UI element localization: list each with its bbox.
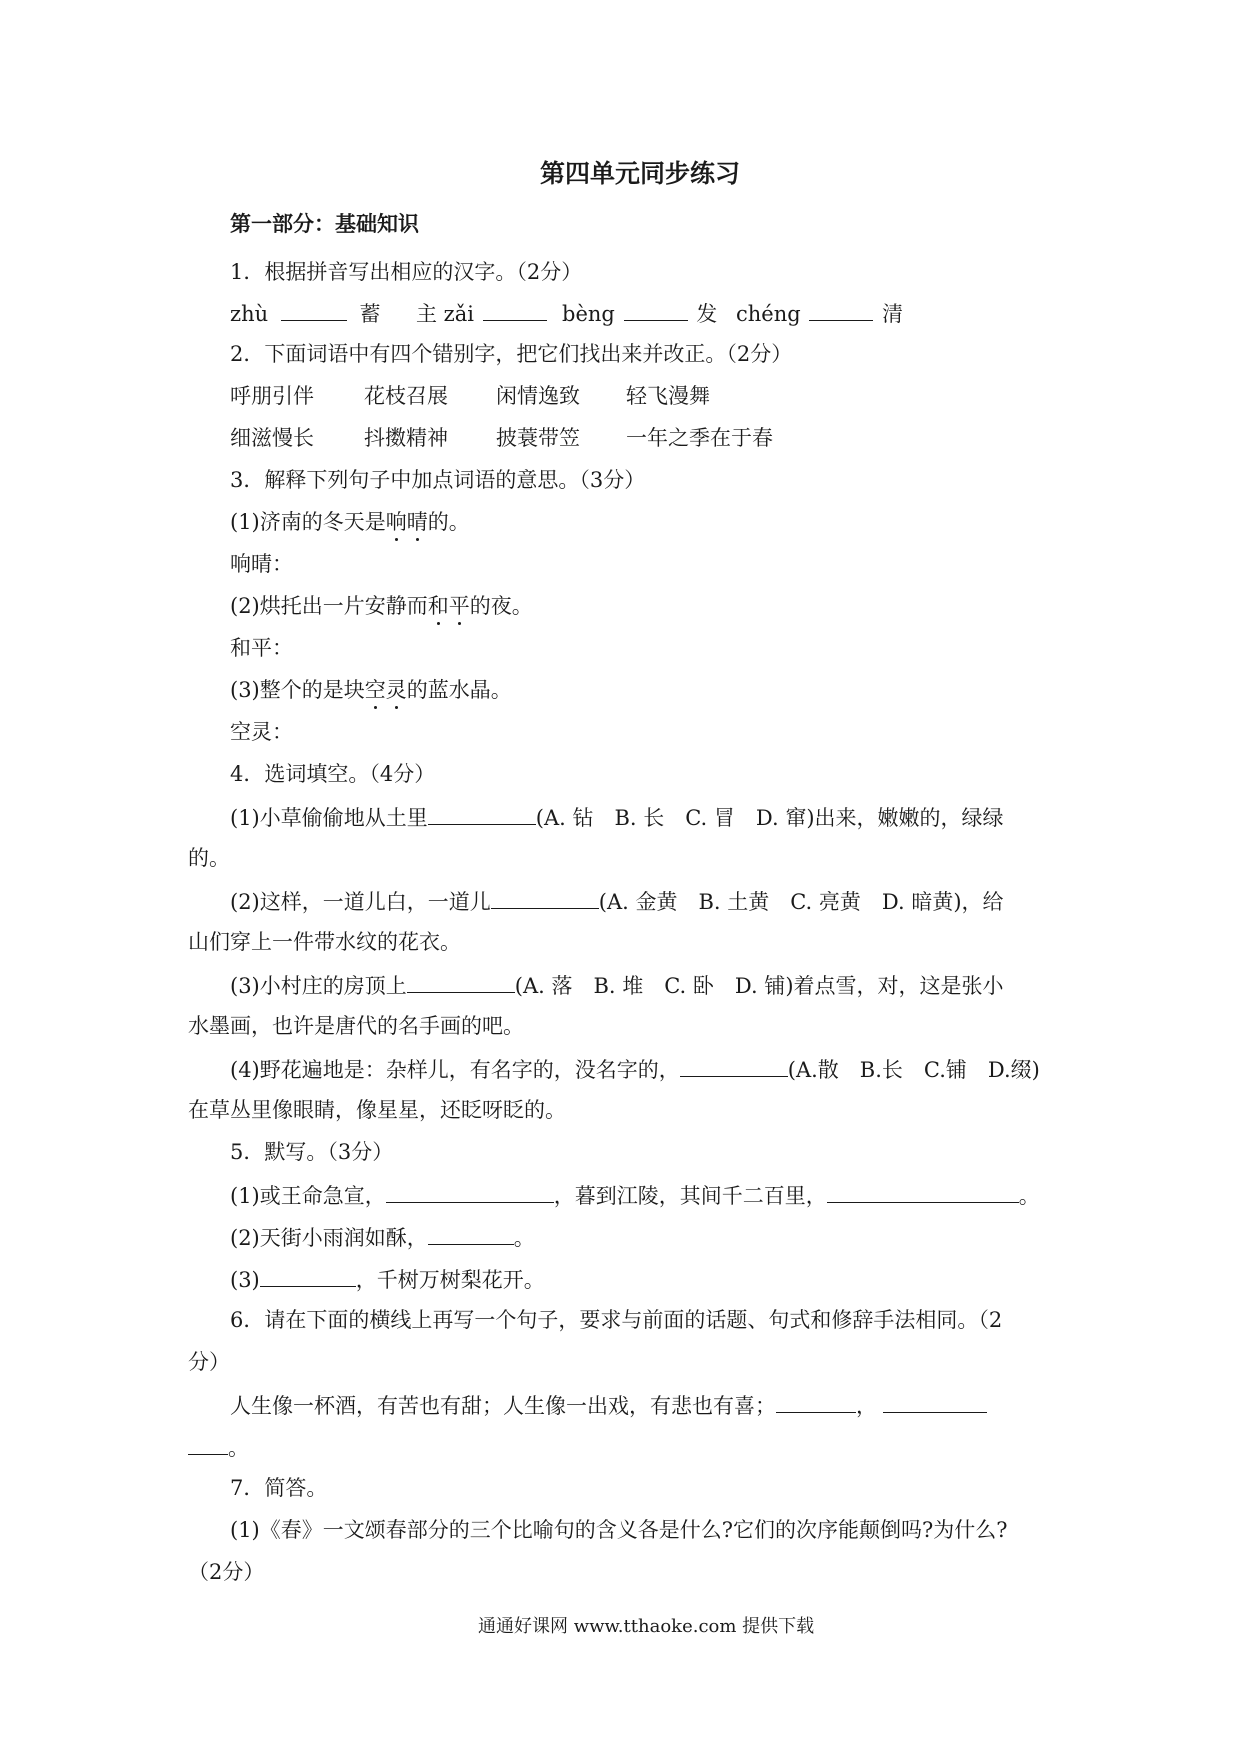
q4-i1-options: (A. 钻 B. 长 C. 冒 D. 窜)出来，嫩嫩的，绿绿 bbox=[535, 806, 1004, 830]
q6-sent-text: 人生像一杯酒，有苦也有甜；人生像一出戏，有悲也有喜； bbox=[230, 1394, 776, 1418]
q6-sentence-cont bbox=[188, 1436, 249, 1459]
q1-tail-3: 发 bbox=[696, 302, 718, 326]
q4-i1-text: (1)小草偷偷地从土里 bbox=[230, 806, 428, 830]
q2-word: 抖擞精神 bbox=[364, 426, 448, 450]
q4-i3-options: (A. 落 B. 堆 C. 卧 D. 铺)着点雪，对，这是张小 bbox=[514, 974, 1004, 998]
q1-blank-4[interactable] bbox=[809, 302, 873, 321]
q1-stem: 1．根据拼音写出相应的汉字。（2分） bbox=[230, 260, 583, 284]
q1-item-3 bbox=[562, 302, 717, 325]
q3-s3-post: 的蓝水晶。 bbox=[406, 678, 512, 702]
q2-word: 轻飞漫舞 bbox=[626, 384, 710, 408]
q5-stem: 5．默写。（3分） bbox=[230, 1140, 394, 1164]
q1-blank-3[interactable] bbox=[624, 302, 688, 321]
q1-pinyin-2: 主 zǎi bbox=[416, 302, 474, 326]
q3-answer-1: 响晴： bbox=[230, 552, 293, 576]
q4-item-1 bbox=[230, 806, 1004, 829]
q6-end: 。 bbox=[228, 1436, 249, 1460]
q4-i4-options: (A.散 B.长 C.铺 D.缀) bbox=[787, 1058, 1040, 1082]
q5-blank-2[interactable] bbox=[827, 1184, 1019, 1203]
q4-stem: 4．选词填空。（4分） bbox=[230, 762, 436, 786]
dotted-char: 灵 bbox=[385, 678, 407, 702]
q1-pinyin-3: bèng bbox=[562, 302, 615, 326]
q4-blank-1[interactable] bbox=[428, 806, 536, 825]
q5-l3-end: ，千树万树梨花开。 bbox=[355, 1268, 545, 1292]
q4-i4-text: (4)野花遍地是：杂样儿，有名字的，没名字的， bbox=[230, 1058, 680, 1082]
q4-item-1-cont: 的。 bbox=[188, 846, 230, 870]
q1-pinyin-4: chéng bbox=[736, 302, 801, 326]
q4-item-2-cont: 山们穿上一件带水纹的花衣。 bbox=[188, 930, 461, 954]
footer: 通通好课网 www.tthaoke.com 提供下载 bbox=[478, 1616, 815, 1637]
q5-l1-mid: ，暮到江陵，其间千二百里， bbox=[553, 1184, 827, 1208]
q7-stem: 7．简答。 bbox=[230, 1476, 328, 1500]
q4-item-4-cont: 在草丛里像眼睛，像星星，还眨呀眨的。 bbox=[188, 1098, 566, 1122]
page-title: 第四单元同步练习 bbox=[540, 159, 741, 188]
q3-stem: 3．解释下列句子中加点词语的意思。（3分） bbox=[230, 468, 646, 492]
q2-stem: 2．下面词语中有四个错别字，把它们找出来并改正。（2分） bbox=[230, 342, 793, 366]
dotted-char: 响 bbox=[385, 510, 407, 534]
q6-stem: 6．请在下面的横线上再写一个句子，要求与前面的话题、句式和修辞手法相同。（2 bbox=[230, 1308, 1003, 1332]
q2-word: 一年之季在于春 bbox=[626, 426, 773, 450]
q4-i3-text: (3)小村庄的房顶上 bbox=[230, 974, 407, 998]
q5-l2-text: (2)天街小雨润如酥， bbox=[230, 1226, 428, 1250]
q5-blank-1[interactable] bbox=[386, 1184, 554, 1203]
q6-comma: ， bbox=[856, 1394, 877, 1418]
q3-answer-3: 空灵： bbox=[230, 720, 293, 744]
dotted-char: 空 bbox=[364, 678, 386, 702]
q3-s2-post: 的夜。 bbox=[469, 594, 533, 618]
q1-item-2 bbox=[416, 302, 547, 325]
q3-answer-2: 和平： bbox=[230, 636, 293, 660]
q7-sub-1-score: （2分） bbox=[188, 1560, 265, 1584]
q4-blank-3[interactable] bbox=[407, 974, 515, 993]
q5-blank-4[interactable] bbox=[260, 1268, 356, 1287]
q1-blank-1[interactable] bbox=[281, 302, 347, 321]
q6-stem-cont: 分） bbox=[188, 1350, 230, 1374]
q5-l3-text: (3) bbox=[230, 1268, 260, 1292]
q3-sentence-2 bbox=[230, 596, 533, 617]
q4-i2-text: (2)这样，一道儿白，一道儿 bbox=[230, 890, 491, 914]
q6-blank-1[interactable] bbox=[776, 1394, 856, 1413]
q5-line-3 bbox=[230, 1268, 545, 1291]
q4-i2-options: (A. 金黄 B. 土黄 C. 亮黄 D. 暗黄)，给 bbox=[598, 890, 1004, 914]
dotted-char: 和 bbox=[427, 594, 449, 618]
q4-item-4 bbox=[230, 1058, 1040, 1081]
q4-item-2 bbox=[230, 890, 1004, 913]
q5-blank-3[interactable] bbox=[428, 1226, 514, 1245]
q2-word: 披蓑带笠 bbox=[496, 426, 580, 450]
q3-s1-post: 的。 bbox=[427, 510, 470, 534]
q3-s2-pre: (2)烘托出一片安静而 bbox=[230, 594, 428, 618]
q2-word: 细滋慢长 bbox=[230, 426, 314, 450]
q1-item-1 bbox=[230, 302, 381, 325]
q2-word: 花枝召展 bbox=[364, 384, 448, 408]
q1-pinyin-1: zhù bbox=[230, 302, 269, 326]
q3-s1-pre: (1)济南的冬天是 bbox=[230, 510, 386, 534]
q3-s3-pre: (3)整个的是块 bbox=[230, 678, 365, 702]
q5-l1-text: (1)或王命急宣， bbox=[230, 1184, 386, 1208]
dotted-char: 平 bbox=[448, 594, 470, 618]
q3-sentence-3 bbox=[230, 680, 512, 701]
q1-tail-4: 清 bbox=[882, 302, 904, 326]
section-heading: 第一部分：基础知识 bbox=[230, 212, 419, 236]
q4-blank-2[interactable] bbox=[491, 890, 599, 909]
q4-item-3 bbox=[230, 974, 1004, 997]
q2-word: 呼朋引伴 bbox=[230, 384, 314, 408]
q1-tail-1: 蓄 bbox=[359, 302, 381, 326]
q6-blank-2-cont[interactable] bbox=[188, 1436, 228, 1455]
q4-blank-4[interactable] bbox=[680, 1058, 788, 1077]
q6-blank-2[interactable] bbox=[883, 1394, 987, 1413]
q5-line-1 bbox=[230, 1184, 1040, 1207]
q4-item-3-cont: 水墨画，也许是唐代的名手画的吧。 bbox=[188, 1014, 524, 1038]
q6-sentence bbox=[230, 1394, 987, 1417]
q7-sub-1: (1)《春》一文颂春部分的三个比喻句的含义各是什么?它们的次序能颠倒吗?为什么? bbox=[230, 1518, 1008, 1542]
q1-item-4 bbox=[736, 302, 903, 325]
q5-line-2 bbox=[230, 1226, 535, 1249]
q5-l1-end: 。 bbox=[1018, 1184, 1040, 1208]
dotted-char: 晴 bbox=[406, 510, 428, 534]
q5-l2-end: 。 bbox=[513, 1226, 535, 1250]
q2-word: 闲情逸致 bbox=[496, 384, 580, 408]
q1-blank-2[interactable] bbox=[483, 302, 547, 321]
q3-sentence-1 bbox=[230, 512, 470, 533]
